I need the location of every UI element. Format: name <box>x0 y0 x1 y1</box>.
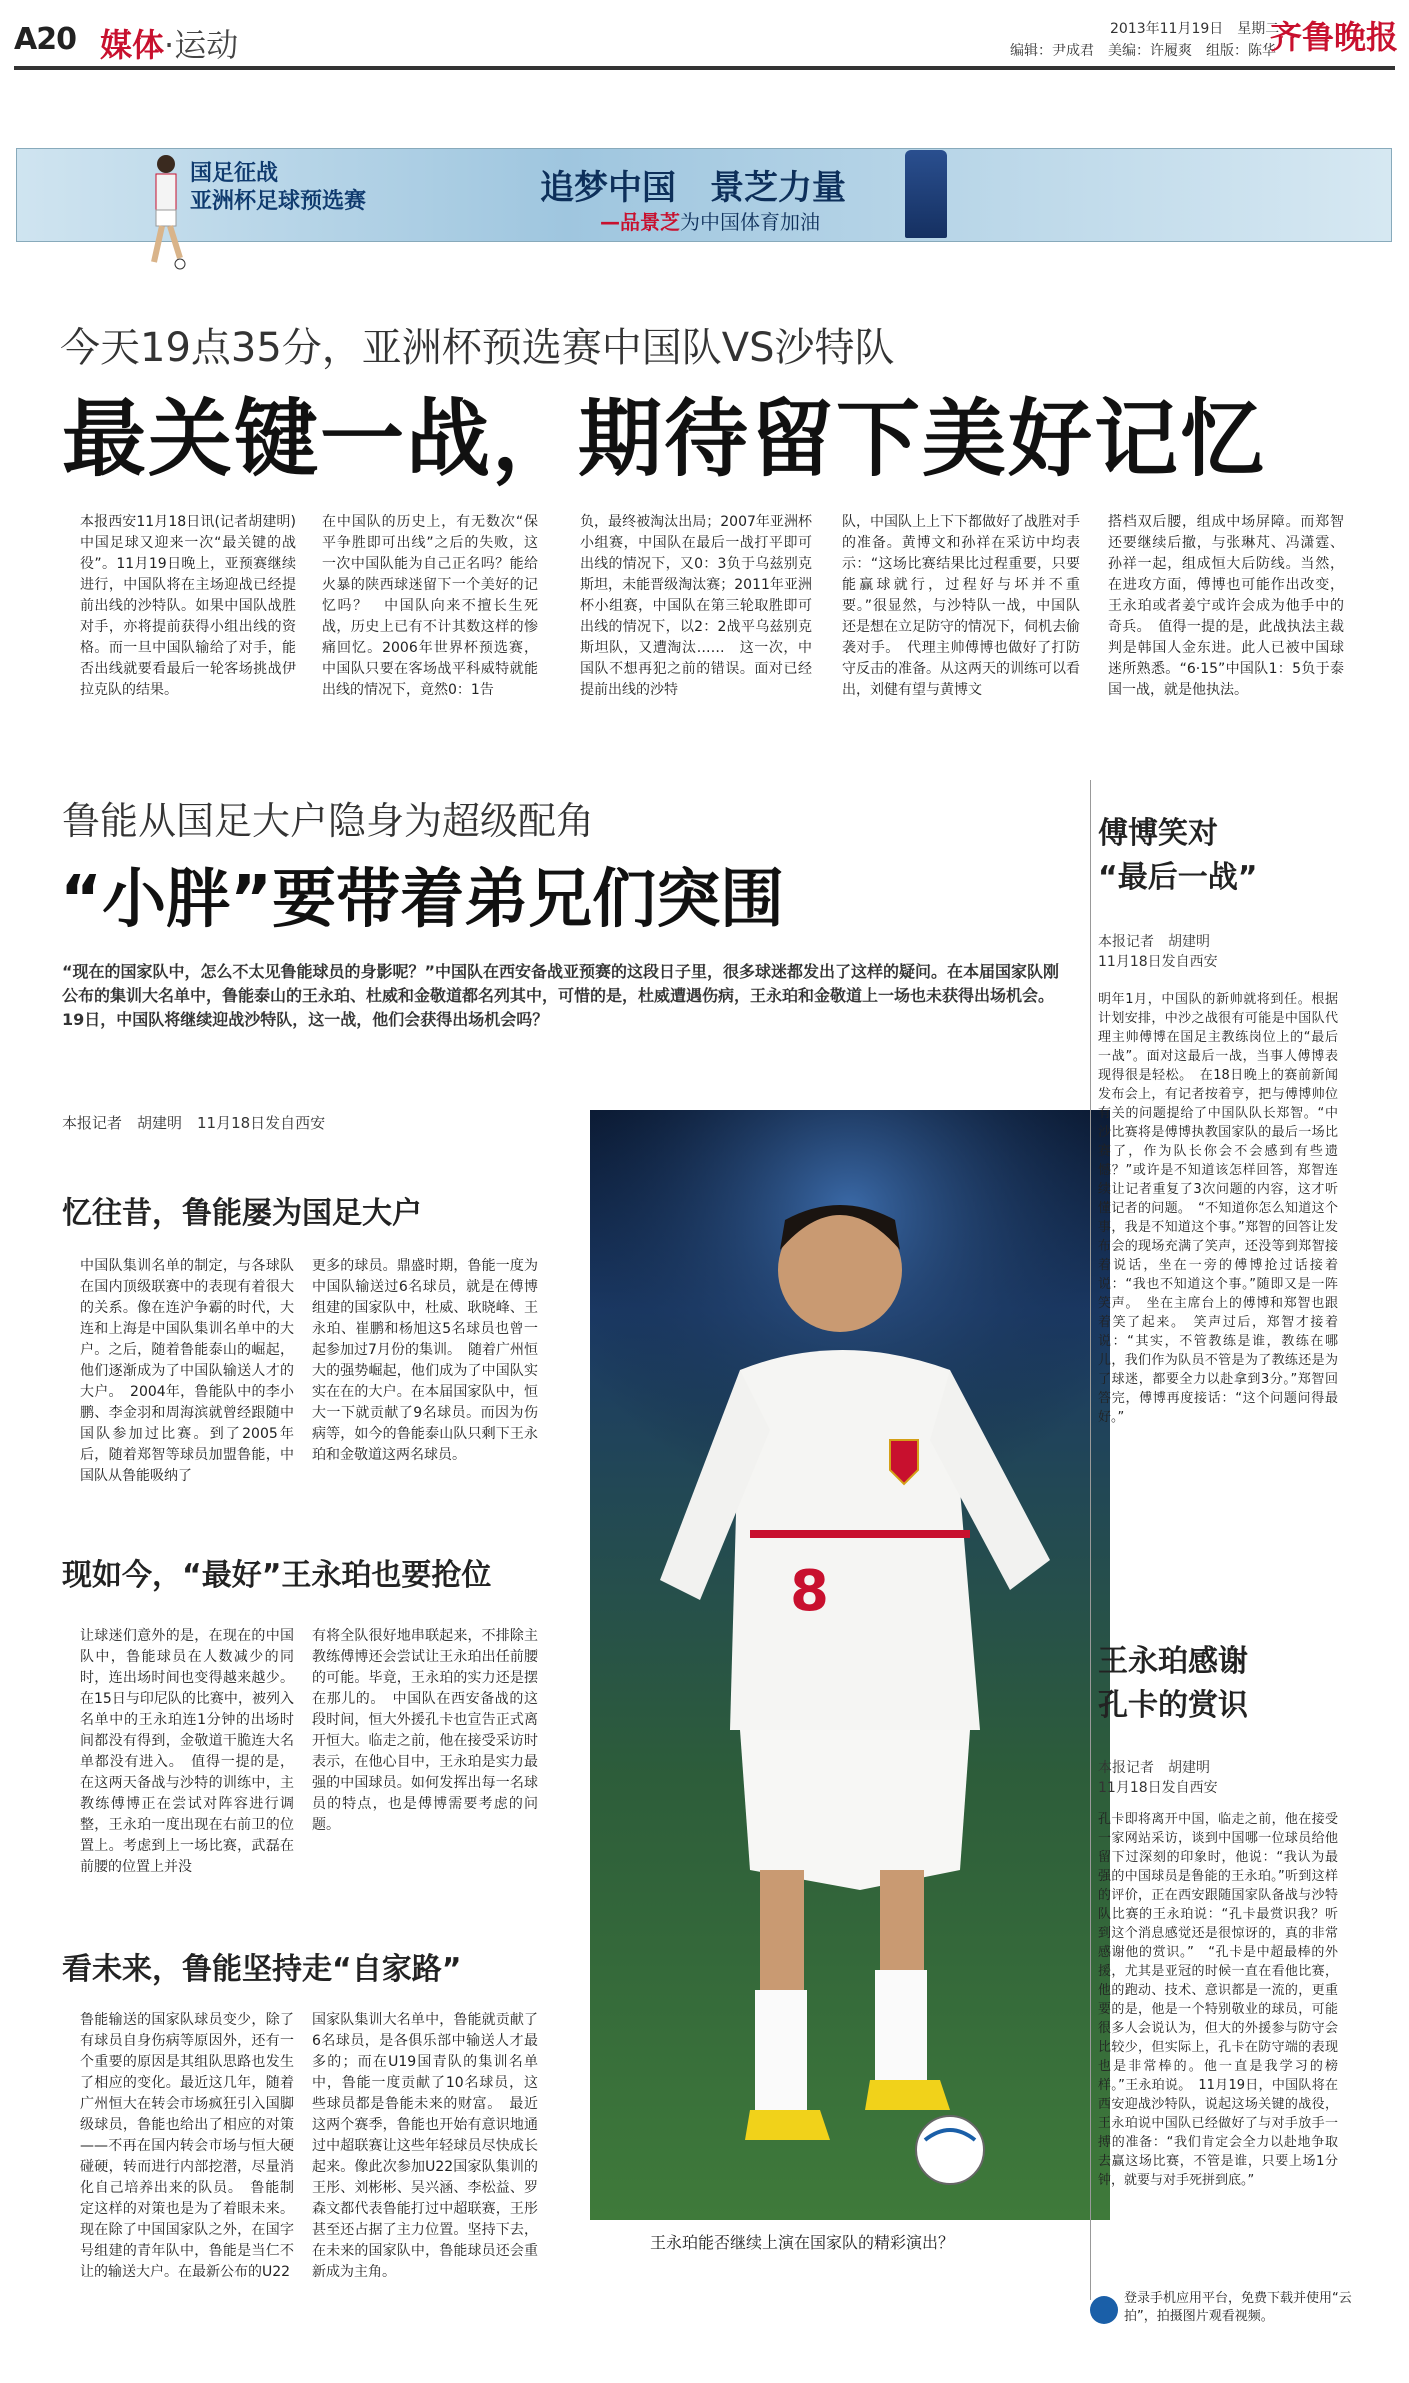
section-dot: · <box>164 26 175 64</box>
sidebar1-body: 明年1月，中国队的新帅就将到任。根据计划安排，中沙之战很有可能是中国队代理主帅傅博在国足主教练岗位上的“最后一战”。面对这最后一战，当事人傅博表现得很是轻松。 在18日晚上的赛前新闻发布会上，有记者按着亨，把与傅博帅位有关的问题提给了中国队队长郑智。“中沙比赛将是傅博执教国家队的最后一场比赛了，作为队长你会不会感到有些遗憾？”或许是不知道该怎样回答，郑智连续让记者重复了3次问题的内容，这才听懂记者的问题。 “不知道你怎么知道这个事，我是不知道这个事。”郑智的回答让发布会的现场充满了笑声，还没等到郑智接着说话，坐在一旁的傅博抢过话接着说：“我也不知道这个事。”随即又是一阵笑声。 坐在主席台上的傅博和郑智也跟着笑了起来。 笑声过后，郑智才接着说：“其实，不管教练是谁，教练在哪儿，我们作为队员不管是为了教练还是为了球迷，都要全力以赴拿到3分。”郑智回答完，傅博再度接话：“这个问题问得最好。” <box>1098 992 1338 1425</box>
story2-subhead-2: 现如今，“最好”王永珀也要抢位 <box>62 1558 492 1593</box>
banner-slogan: 追梦中国 景芝力量 <box>540 168 846 208</box>
story2-section1-col2: 更多的球员。鼎盛时期，鲁能一度为中国队输送过6名球员，就是在傅博组建的国家队中，杜威、耿晓峰、王永珀、崔鹏和杨旭这5名球员也曾一起参加过7月份的集训。 随着广州恒大的强势崛起，他们成为了中国队实实在在的大户。在本届国家队中，恒大一下就贡献了9名球员。而因为伤病等，如今的鲁能泰山队只剩下王永珀和金敬道这两名球员。 <box>312 1258 538 1463</box>
section-name: 媒体 <box>100 26 165 64</box>
banner-brand: —品景芝 <box>600 210 680 234</box>
sidebar-divider <box>1090 780 1091 2300</box>
editor-credits: 编辑：尹成君 美编：许履爽 组版：陈华 <box>1010 43 1276 59</box>
banner-sub-text: 为中国体育加油 <box>680 210 820 234</box>
banner-campaign-line2: 亚洲杯足球预选赛 <box>190 189 367 214</box>
story1-column-3: 负，最终被淘汰出局；2007年亚洲杯小组赛，中国队在最后一战打平即可出线的情况下，又0：3负于乌兹别克斯坦，未能晋级淘汰赛；2011年亚洲杯小组赛，中国队在第三轮取胜即可出线的情况下，以2：2战平乌兹别克斯坦队，又遭淘汰…… 这一次，中国队不想再犯之前的错误。面对已经提前出线的沙特 <box>580 514 812 698</box>
story2-section3-col2: 国家队集训大名单中，鲁能就贡献了6名球员，是各俱乐部中输送人才最多的；而在U19国青队的集训名单中，鲁能一度贡献了10名球员，这些球员都是鲁能未来的财富。 最近这两个赛季，鲁能也开始有意识地通过中超联赛让这些年轻球员尽快成长起来。像此次参加U22国家队集训的王彤、刘彬彬、吴兴涵、李松益、罗森文都代表鲁能打过中超联赛，王彤甚至还占据了主力位置。坚持下去，在未来的国家队中，鲁能球员还会重新成为主角。 <box>312 2012 538 2280</box>
sidebar1-headline-line2: “最后一战” <box>1098 860 1258 895</box>
story2-byline: 本报记者 胡建明 11月18日发自西安 <box>62 1114 326 1132</box>
sidebar2-body: 孔卡即将离开中国，临走之前，他在接受一家网站采访，谈到中国哪一位球员给他留下过深刻的印象时，他说：“我认为最强的中国球员是鲁能的王永珀。”听到这样的评价，正在西安跟随国家队备战与沙特队比赛的王永珀说：“孔卡最赏识我？听到这个消息感觉还是很惊讶的，真的非常感谢他的赏识。” “孔卡是中超最棒的外援，尤其是亚冠的时候一直在看他比赛，他的跑动、技术、意识都是一流的，更重要的是，他是一个特别敬业的球员，可能很多人会说认为，但大的外援参与防守会比较少，但实际上，孔卡在防守端的表现也是非常棒的。他一直是我学习的榜样。”王永珀说。 11月19日，中国队将在西安迎战沙特队，说起这场关键的战役，王永珀说中国队已经做好了与对手放手一搏的准备：“我们肯定会全力以赴地争取去赢这场比赛，不管是谁，只要上场1分钟，就要与对手死拼到底。” <box>1098 1812 1338 2188</box>
sidebar2-headline <box>1098 1640 1248 1728</box>
story2-lede: “现在的国家队中，怎么不太见鲁能球员的身影呢？”中国队在西安备战亚预赛的这段日子里，很多球迷都发出了这样的疑问。在本届国家队刚公布的集训大名单中，鲁能泰山的王永珀、杜威和金敬道都名列其中，可惜的是，杜威遭遇伤病，王永珀和金敬道上一场也未获得出场机会。19日，中国队将继续迎战沙特队，这一战，他们会获得出场机会吗？ <box>62 962 1060 1029</box>
subsection-name: 运动 <box>174 26 239 64</box>
story1-column-1: 本报西安11月18日讯(记者胡建明) 中国足球又迎来一次“最关键的战役”。11月19日晚上，亚预赛继续进行，中国队将在主场迎战已经提前出线的沙特队。如果中国队战胜对手，亦将提前获得小组出线的资格。而一旦中国队输给了对手，能否出线就要看最后一轮客场挑战伊拉克队的结果。 <box>80 514 310 698</box>
sidebar2-byline-1: 本报记者 胡建明 <box>1098 1760 1210 1776</box>
jersey-number: 8 <box>790 1559 829 1624</box>
banner-player-figure <box>140 150 190 270</box>
story2-kicker: 鲁能从国足大户隐身为超级配角 <box>62 799 595 843</box>
story1-column-2: 在中国队的历史上，有无数次“保平争胜即可出线”之后的失败，这一次中国队能为自己正名吗？能给火暴的陕西球迷留下一个美好的记忆吗？ 中国队向来不擅长生死战，历史上已有不计其数这样的惨痛回忆。2006年世界杯预选赛，中国队只要在客场战平科威特就能出线的情况下，竟然0：1告 <box>322 514 538 698</box>
cloud-scan-icon <box>1090 2296 1118 2324</box>
banner-subline <box>600 206 820 235</box>
photo-caption: 王永珀能否继续上演在国家队的精彩演出？ <box>650 2233 955 2252</box>
issue-date: 2013年11月19日 星期二 <box>1110 21 1280 37</box>
sidebar1-headline <box>1098 812 1257 900</box>
footer-note: 登录手机应用平台，免费下载并使用“云拍”，拍摄图片观看视频。 <box>1124 2291 1352 2324</box>
banner-campaign-line1: 国足征战 <box>190 161 279 186</box>
sidebar1-byline <box>1098 932 1218 972</box>
story2-section1-col1: 中国队集训名单的制定，与各球队在国内顶级联赛中的表现有着很大的关系。像在连沪争霸的时代，大连和上海是中国队集训名单中的大户。之后，随着鲁能泰山的崛起，他们逐渐成为了中国队输送人才的大户。 2004年，鲁能队中的李小鹏、李金羽和周海滨就曾经跟随中国队参加过比赛。到了2005年后，随着郑智等球员加盟鲁能，中国队从鲁能吸纳了 <box>80 1258 294 1484</box>
player-photo <box>590 1110 1110 2220</box>
sidebar1-byline-2: 11月18日发自西安 <box>1098 954 1218 970</box>
sidebar2-headline-line2: 孔卡的赏识 <box>1098 1688 1248 1723</box>
section-label <box>100 20 238 66</box>
page-number: A20 <box>14 22 76 57</box>
story2-section3-col1: 鲁能输送的国家队球员变少，除了有球员自身伤病等原因外，还有一个重要的原因是其组队思路也发生了相应的变化。最近这几年，随着广州恒大在转会市场疯狂引入国脚级球员，鲁能也给出了相应的对策——不再在国内转会市场与恒大硬碰硬，转而进行内部挖潜，尽量消化自己培养出来的队员。 鲁能制定这样的对策也是为了着眼未来。现在除了中国国家队之外，在国字号组建的青年队中，鲁能是当仁不让的输送大户。在最新公布的U22 <box>80 2012 294 2280</box>
story1-column-4: 队，中国队上上下下都做好了战胜对手的准备。黄博文和孙祥在采访中均表示：“这场比赛结果比过程重要，只要能赢球就行，过程好与坏并不重要。”很显然，与沙特队一战，中国队还是想在立足防守的情况下，伺机去偷袭对手。 代理主帅傅博也做好了打防守反击的准备。从这两天的训练可以看出，刘健有望与黄博文 <box>842 514 1080 698</box>
sidebar2-byline <box>1098 1758 1218 1798</box>
liquor-bottle-image <box>905 150 947 238</box>
story2-subhead-3: 看未来，鲁能坚持走“自家路” <box>62 1952 462 1987</box>
banner-campaign <box>190 160 366 216</box>
story2-section2-col2: 有将全队很好地串联起来，不排除主教练傅博还会尝试让王永珀出任前腰的可能。毕竟，王永珀的实力还是摆在那儿的。 中国队在西安备战的这段时间，恒大外援孔卡也宣告正式离开恒大。临走之前，他在接受采访时表示，在他心目中，王永珀是实力最强的中国球员。如何发挥出每一名球员的特点，也是傅博需要考虑的问题。 <box>312 1628 538 1833</box>
story2-headline: “小胖”要带着弟兄们突围 <box>60 863 785 937</box>
sidebar2-byline-2: 11月18日发自西安 <box>1098 1780 1218 1796</box>
story1-column-5: 搭档双后腰，组成中场屏障。而郑智还要继续后撤，与张琳芃、冯潇霆、孙祥一起，组成恒大后防线。当然，在进攻方面，傅博也可能作出改变，王永珀或者姜宁或许会成为他手中的奇兵。 值得一提的是，此战执法主裁判是韩国人金东进。此人已被中国球迷所熟悉。“6·15”中国队1：5负于泰国一战，就是他执法。 <box>1108 514 1344 698</box>
sidebar1-headline-line1: 傅博笑对 <box>1098 816 1218 851</box>
story1-kicker: 今天19点35分，亚洲杯预选赛中国队VS沙特队 <box>60 325 895 371</box>
newspaper-logo: 齐鲁晚报 <box>1270 18 1399 56</box>
sidebar2-headline-line1: 王永珀感谢 <box>1098 1644 1248 1679</box>
header-rule <box>14 66 1395 70</box>
story1-headline: 最关键一战，期待留下美好记忆 <box>62 390 1267 488</box>
sidebar1-byline-1: 本报记者 胡建明 <box>1098 934 1210 950</box>
player-illustration <box>590 1110 1110 2220</box>
story2-subhead-1: 忆往昔，鲁能屡为国足大户 <box>62 1196 422 1231</box>
story2-section2-col1: 让球迷们意外的是，在现在的中国队中，鲁能球员在人数减少的同时，连出场时间也变得越来越少。在15日与印尼队的比赛中，被列入名单中的王永珀连1分钟的出场时间都没有得到，金敬道干脆连大名单都没有进入。 值得一提的是，在这两天备战与沙特的训练中，主教练傅博正在尝试对阵容进行调整，王永珀一度出现在右前卫的位置上。考虑到上一场比赛，武磊在前腰的位置上并没 <box>80 1628 294 1875</box>
